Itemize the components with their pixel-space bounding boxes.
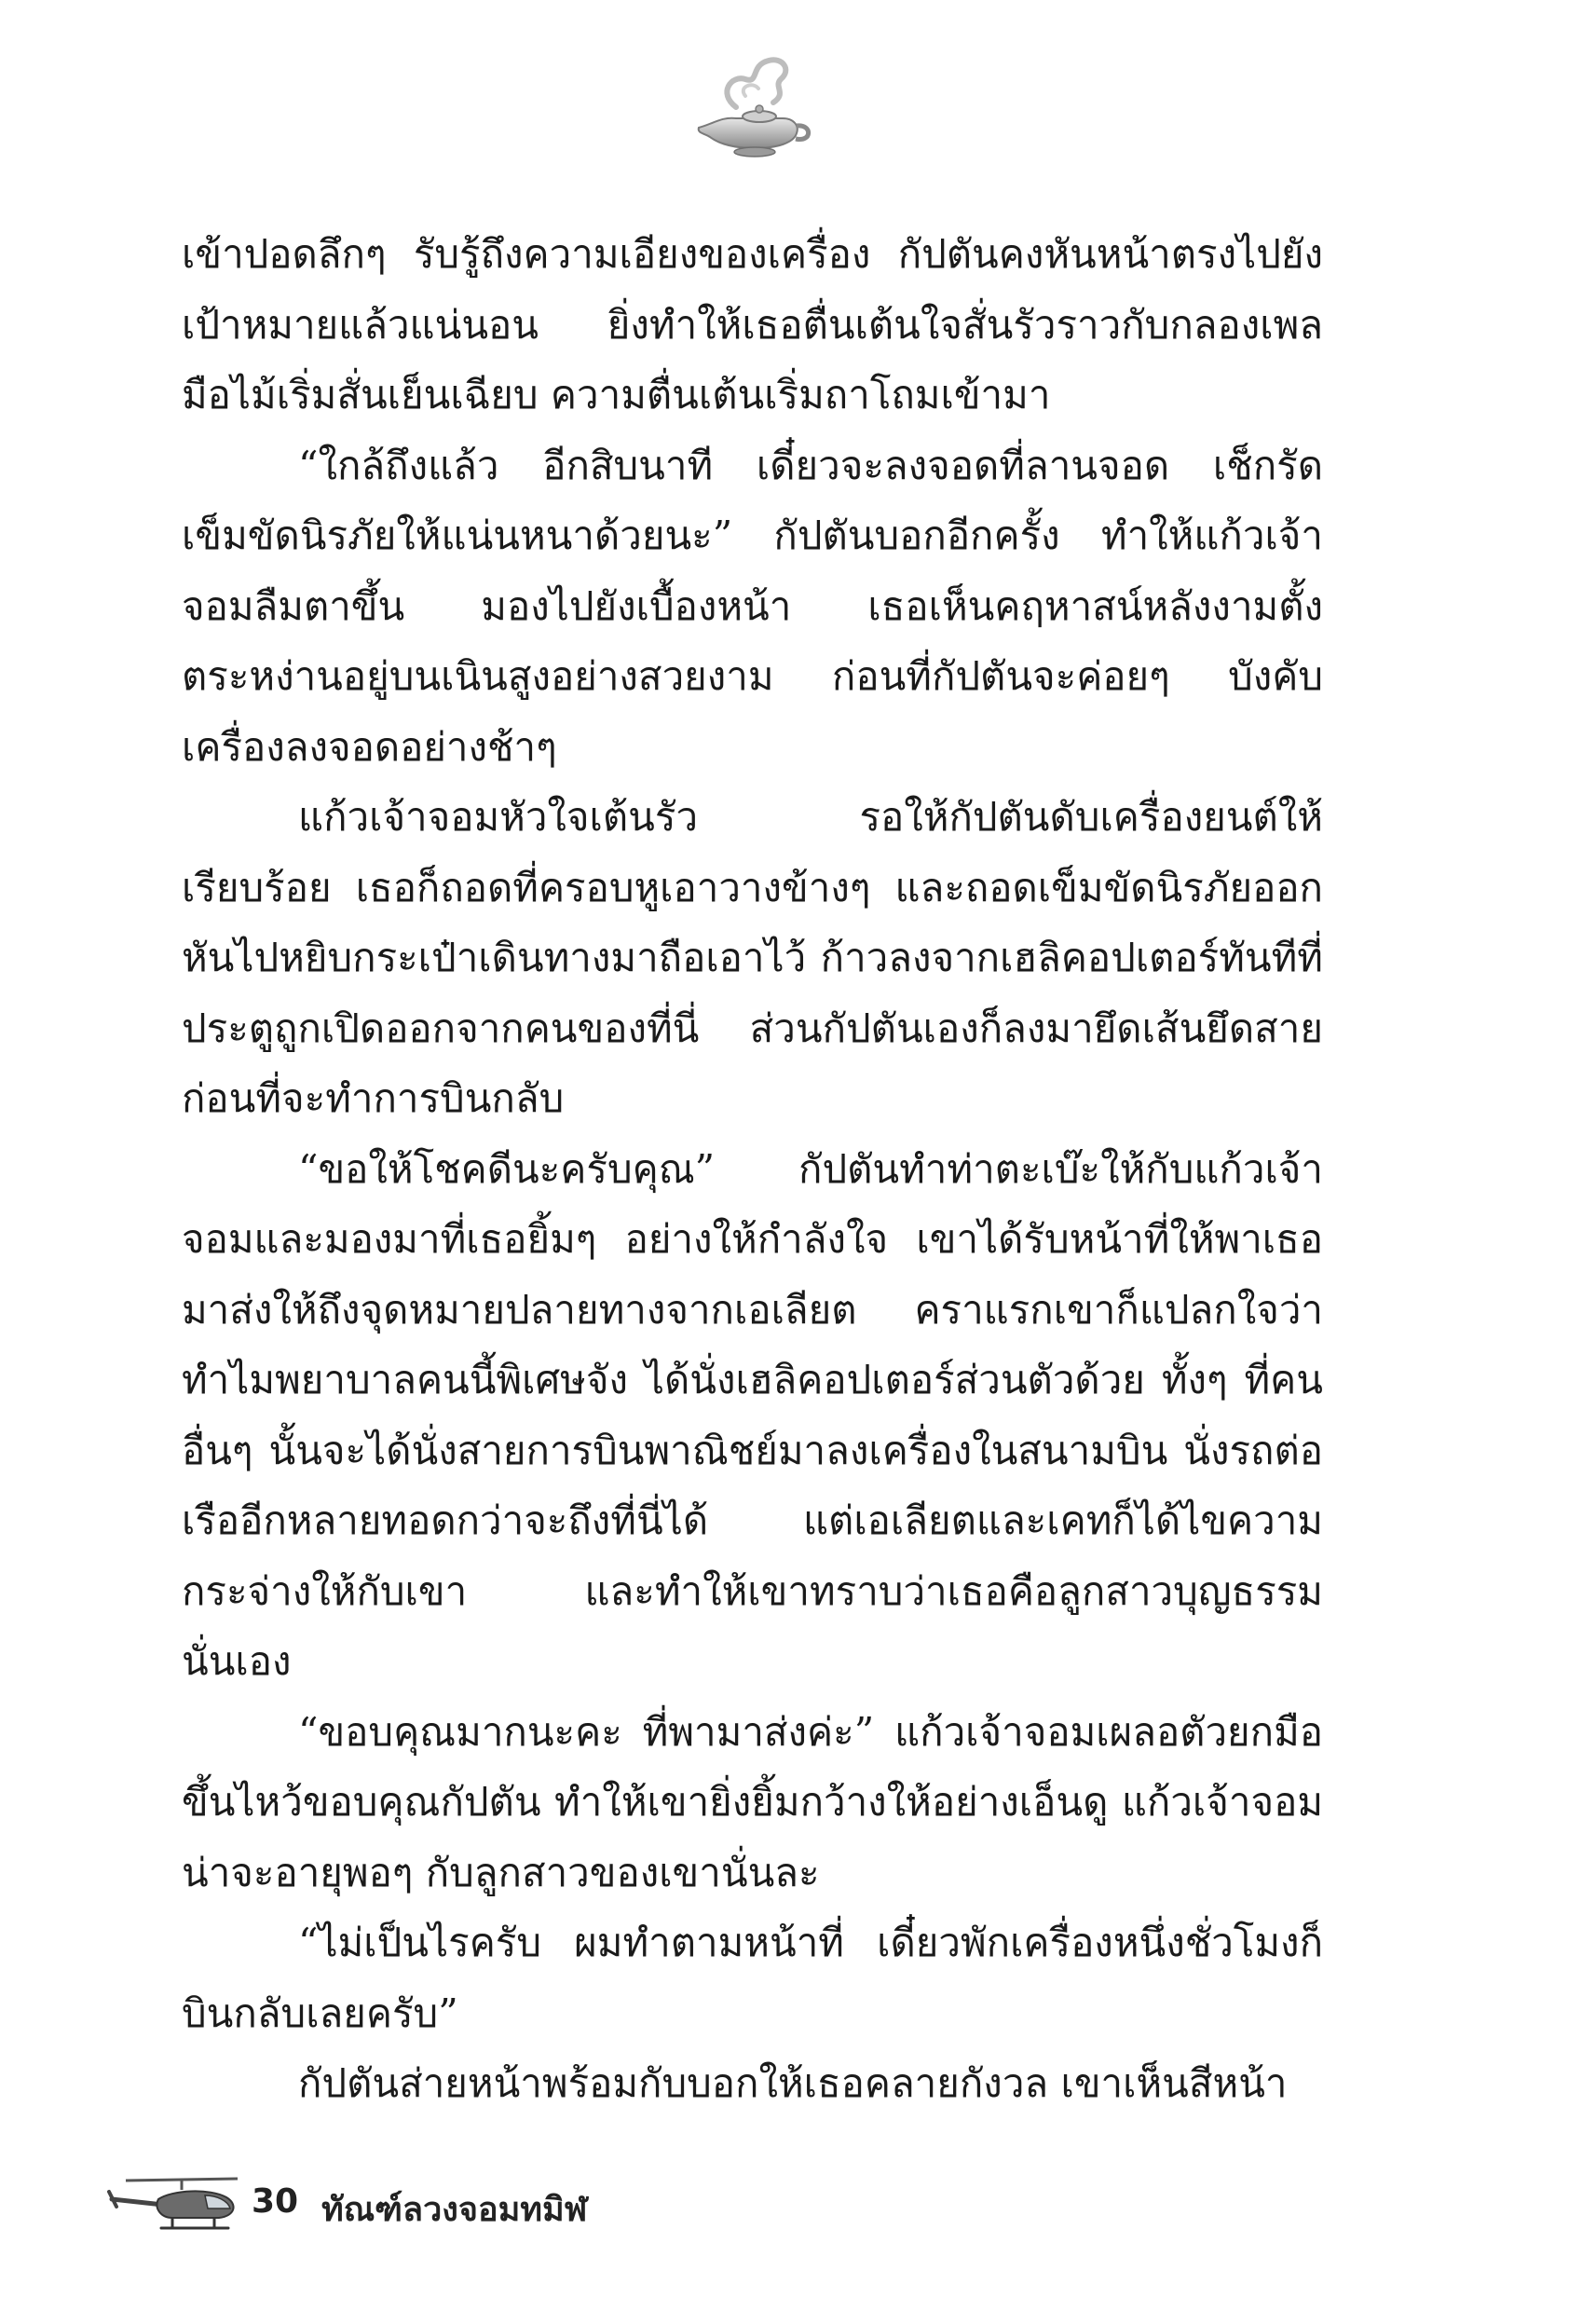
body-text [182,219,1323,2119]
paragraph: “ใกล้ถึงแล้ว อีกสิบนาที เดี๋ยวจะลงจอดที่ลานจอด เช็กรัดเข็มขัดนิรภัยให้แน่นหนาด้วยนะ” กัปตันบอกอีกครั้ง ทำให้แก้วเจ้าจอมลืมตาขึ้น มองไปยังเบื้องหน้า เธอเห็นคฤหาสน์หลังงามตั้งตระหง่านอยู่บนเนินสูงอย่างสวยงาม ก่อนที่กัปตันจะค่อยๆ บังคับเครื่องลงจอดอย่างช้าๆ [182,442,1323,770]
book-title: ทัณฑ์ลวงจอมทมิฬ [321,2191,588,2229]
helicopter-icon [107,2171,247,2236]
paragraph: “ขอให้โชคดีนะครับคุณ” กัปตันทำท่าตะเบ๊ะให้กับแก้วเจ้าจอมและมองมาที่เธอยิ้มๆ อย่างให้กำลังใจ เขาได้รับหน้าที่ให้พาเธอมาส่งให้ถึงจุดหมายปลายทางจากเอเลียต คราแรกเขาก็แปลกใจว่าทำไมพยาบาลคนนี้พิเศษจัง ได้นั่งเฮลิคอปเตอร์ส่วนตัวด้วย ทั้งๆ ที่คนอื่นๆ นั้นจะได้นั่งสายการบินพาณิชย์มาลงเครื่องในสนามบิน นั่งรถต่อเรืออีกหลายทอดกว่าจะถึงที่นี่ได้ แต่เอเลียตและเคทก็ได้ไขความกระจ่างให้กับเขา และทำให้เขาทราบว่าเธอคือลูกสาวบุญธรรมนั่นเอง [182,1145,1323,1684]
page-footer [107,2171,666,2246]
paragraph: “ขอบคุณมากนะคะ ที่พามาส่งค่ะ” แก้วเจ้าจอมเผลอตัวยกมือขึ้นไหว้ขอบคุณกัปตัน ทำให้เขายิ่งยิ้มกว้างให้อย่างเอ็นดู แก้วเจ้าจอมน่าจะอายุพอๆ กับลูกสาวของเขานั่นละ [182,1708,1323,1895]
genie-lamp-icon [680,51,820,163]
page-number: 30 [252,2182,299,2221]
paragraph: เข้าปอดลึกๆ รับรู้ถึงความเอียงของเครื่อง กัปตันคงหันหน้าตรงไปยังเป้าหมายแล้วแน่นอน ยิ่งทำให้เธอตื่นเต้นใจสั่นรัวราวกับกลองเพล มือไม้เริ่มสั่นเย็นเฉียบ ความตื่นเต้นเริ่มถาโถมเข้ามา [182,231,1323,417]
paragraph: แก้วเจ้าจอมหัวใจเต้นรัว รอให้กัปตันดับเครื่องยนต์ให้เรียบร้อย เธอก็ถอดที่ครอบหูเอาวางข้างๆ และถอดเข็มขัดนิรภัยออก หันไปหยิบกระเป๋าเดินทางมาถือเอาไว้ ก้าวลงจากเฮลิคอปเตอร์ทันทีที่ประตูถูกเปิดออกจากคนของที่นี่ ส่วนกัปตันเองก็ลงมายึดเส้นยึดสายก่อนที่จะทำการบินกลับ [182,794,1323,1121]
paragraph: กัปตันส่ายหน้าพร้อมกับบอกให้เธอคลายกังวล เขาเห็นสีหน้า [298,2060,1288,2106]
paragraph: “ไม่เป็นไรครับ ผมทำตามหน้าที่ เดี๋ยวพักเครื่องหนึ่งชั่วโมงก็บินกลับเลยครับ” [182,1920,1323,2036]
